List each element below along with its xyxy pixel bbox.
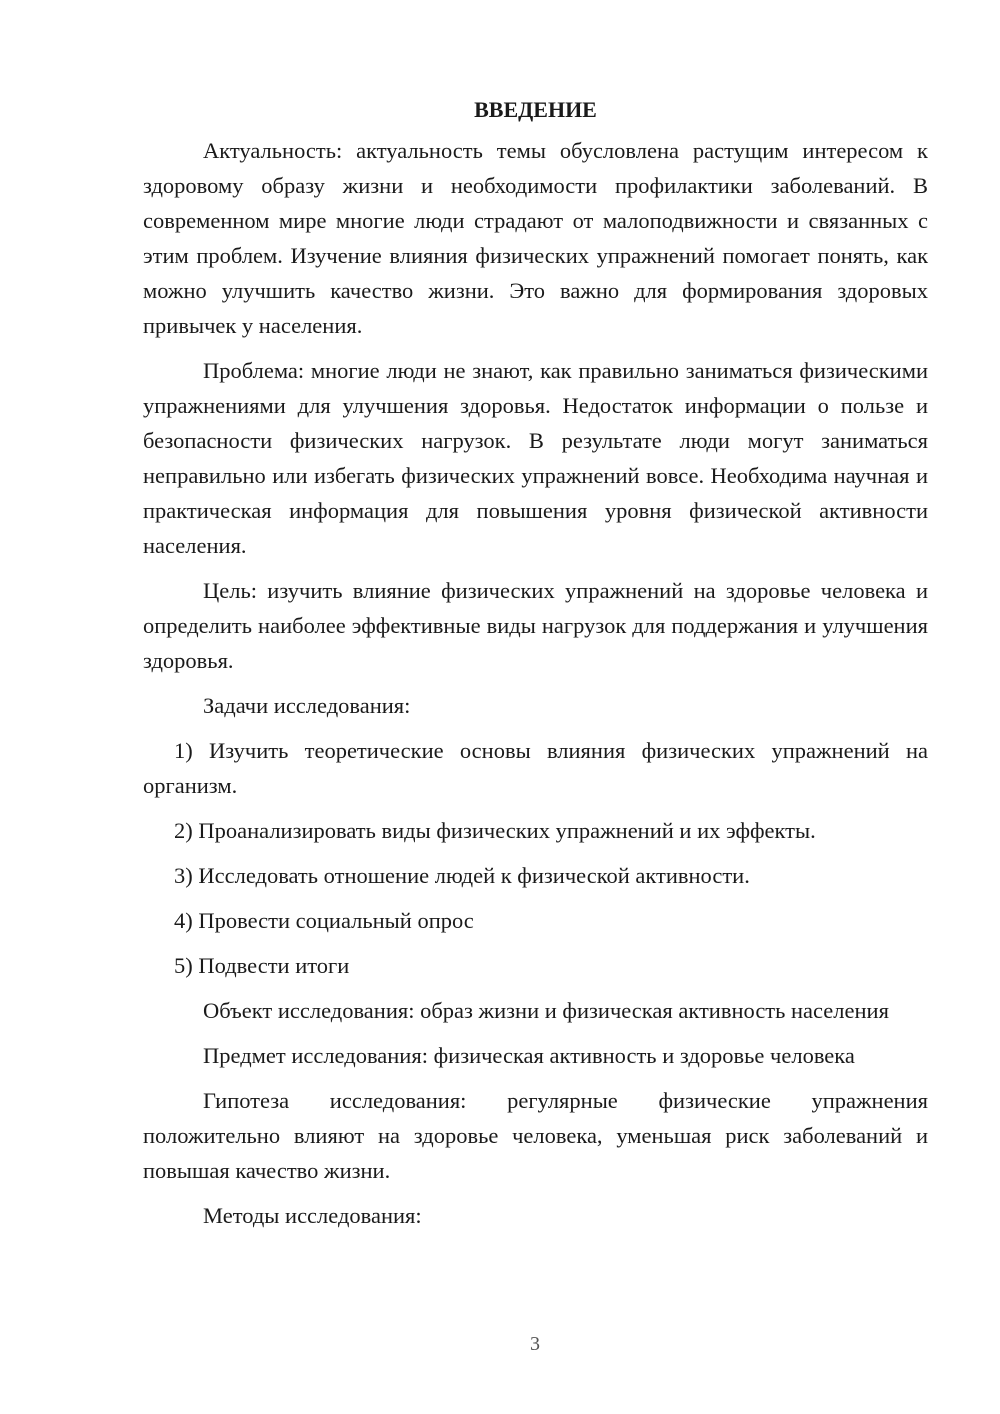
paragraph-object: Объект исследования: образ жизни и физическая активность населения xyxy=(203,998,889,1023)
document-page xyxy=(143,92,928,1243)
tasks-heading: Задачи исследования: xyxy=(203,693,411,718)
paragraph-hypothesis: Гипотеза исследования: регулярные физические упражнения положительно влияют на здоровье человека, уменьшая риск заболеваний и повышая качество жизни. xyxy=(143,1088,928,1183)
paragraph-problem: Проблема: многие люди не знают, как правильно заниматься физическими упражнениями для улучшения здоровья. Недостаток информации о пользе и безопасности физических нагрузок. В результате люди могут заниматься неправильно или избегать физических упражнений вовсе. Необходима научная и практическая информация для повышения уровня физической активности населения. xyxy=(143,358,928,558)
list-item: 4) Провести социальный опрос xyxy=(174,908,474,933)
page-number: 3 xyxy=(530,1333,540,1355)
list-item: 2) Проанализировать виды физических упражнений и их эффекты. xyxy=(174,818,816,843)
list-item: 3) Исследовать отношение людей к физической активности. xyxy=(174,863,750,888)
list-item: 1) Изучить теоретические основы влияния физических упражнений на организм. xyxy=(143,738,928,798)
list-item: 5) Подвести итоги xyxy=(174,953,350,978)
paragraph-relevance: Актуальность: актуальность темы обусловлена растущим интересом к здоровому образу жизни и необходимости профилактики заболеваний. В современном мире многие люди страдают от малоподвижности и связанных с этим проблем. Изучение влияния физических упражнений помогает понять, как можно улучшить качество жизни. Это важно для формирования здоровых привычек у населения. xyxy=(143,138,928,338)
paragraph-subject: Предмет исследования: физическая активность и здоровье человека xyxy=(203,1043,855,1068)
page-title: ВВЕДЕНИЕ xyxy=(474,97,597,122)
paragraph-goal: Цель: изучить влияние физических упражнений на здоровье человека и определить наиболее эффективные виды нагрузок для поддержания и улучшения здоровья. xyxy=(143,578,928,673)
methods-heading: Методы исследования: xyxy=(203,1203,422,1228)
